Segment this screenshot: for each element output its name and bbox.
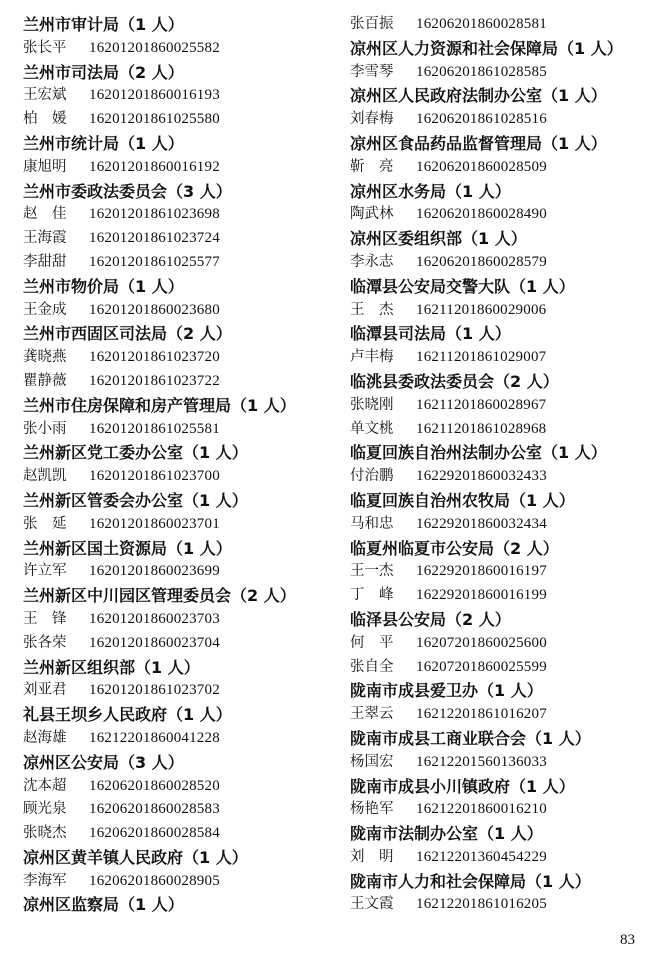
- person-entry: [23, 203, 333, 227]
- exam-id: 16206201860028579: [416, 253, 547, 270]
- department-heading: 兰州市物价局（1 人）: [23, 276, 184, 296]
- exam-id: 16201201860023680: [89, 301, 220, 318]
- department-heading: 兰州新区管委会办公室（1 人）: [23, 490, 248, 510]
- person-name: 赵海雄: [23, 729, 67, 746]
- person-name: 陶武林: [350, 206, 394, 223]
- left-column: [23, 13, 333, 917]
- person-name: 张晓杰: [23, 825, 67, 842]
- person-entry: [350, 61, 650, 85]
- person-name: 张长平: [23, 39, 67, 56]
- person-name: 龚晓燕: [23, 349, 67, 366]
- exam-id: 16211201861029007: [416, 349, 547, 366]
- department-heading: 兰州新区国土资源局（1 人）: [23, 538, 232, 558]
- person-entry: [350, 632, 650, 656]
- person-entry: [23, 513, 333, 537]
- exam-id: 16206201860028520: [89, 777, 220, 794]
- person-entry: [350, 751, 650, 775]
- person-name: 张自全: [350, 658, 394, 675]
- exam-id: 16201201860023704: [89, 634, 220, 651]
- person-name: 王翠云: [350, 706, 394, 723]
- person-name: 王文霞: [350, 896, 394, 913]
- exam-id: 16201201860016192: [89, 158, 220, 175]
- department-heading: 临潭县司法局（1 人）: [350, 324, 511, 344]
- department-heading: 凉州区公安局（3 人）: [23, 752, 184, 772]
- person-name: 李甜甜: [23, 253, 67, 270]
- exam-id: 16211201860029006: [416, 301, 547, 318]
- exam-id: 16229201860032433: [416, 468, 547, 485]
- person-name: 丁 峰: [350, 587, 394, 604]
- person-entry: [350, 513, 650, 537]
- exam-id: 16229201860016199: [416, 587, 547, 604]
- department-heading: 凉州区委组织部（1 人）: [350, 229, 527, 249]
- exam-id: 16201201860016193: [89, 87, 220, 104]
- department-heading: 凉州区人力资源和社会保障局（1 人）: [350, 38, 623, 58]
- person-name: 康旭明: [23, 158, 67, 175]
- exam-id: 16201201861023724: [89, 230, 220, 247]
- department-heading: 兰州市司法局（2 人）: [23, 62, 184, 82]
- person-name: 柏 媛: [23, 111, 67, 128]
- department-heading: 临夏回族自治州农牧局（1 人）: [350, 490, 575, 510]
- person-entry: [350, 394, 650, 418]
- person-name: 王 锋: [23, 610, 67, 627]
- person-name: 顾光泉: [23, 801, 67, 818]
- person-entry: [23, 798, 333, 822]
- person-entry: [23, 346, 333, 370]
- exam-id: 16211201861028968: [416, 420, 547, 437]
- person-name: 刘春梅: [350, 111, 394, 128]
- department-heading: 陇南市成县小川镇政府（1 人）: [350, 776, 575, 796]
- person-entry: [350, 560, 650, 584]
- person-entry: [23, 775, 333, 799]
- person-entry: [350, 251, 650, 275]
- person-entry: [23, 465, 333, 489]
- person-name: 许立军: [23, 563, 67, 580]
- person-entry: [23, 822, 333, 846]
- exam-id: 16201201861025577: [89, 253, 220, 270]
- exam-id: 16201201861023702: [89, 682, 220, 699]
- person-entry: [350, 108, 650, 132]
- exam-id: 16206201860028584: [89, 825, 220, 842]
- exam-id: 16206201860028490: [416, 206, 547, 223]
- person-name: 卢丰梅: [350, 349, 394, 366]
- person-name: 张各荣: [23, 634, 67, 651]
- exam-id: 16201201860023699: [89, 563, 220, 580]
- department-heading: 兰州市西固区司法局（2 人）: [23, 324, 232, 344]
- person-name: 马和忠: [350, 515, 394, 532]
- department-heading: 临洮县委政法委员会（2 人）: [350, 371, 559, 391]
- person-entry: [350, 703, 650, 727]
- person-entry: [350, 156, 650, 180]
- department-heading: 临泽县公安局（2 人）: [350, 609, 511, 629]
- department-heading: 凉州区人民政府法制办公室（1 人）: [350, 86, 607, 106]
- person-name: 张百振: [350, 16, 394, 32]
- department-heading: 陇南市法制办公室（1 人）: [350, 824, 543, 844]
- department-heading: 兰州市统计局（1 人）: [23, 133, 184, 153]
- person-name: 王一杰: [350, 563, 394, 580]
- exam-id: 16201201860023701: [89, 515, 220, 532]
- person-name: 王金成: [23, 301, 67, 318]
- exam-id: 16206201860028583: [89, 801, 220, 818]
- person-entry: [350, 346, 650, 370]
- person-entry: [350, 418, 650, 442]
- person-entry: [23, 560, 333, 584]
- department-heading: 临潭县公安局交警大队（1 人）: [350, 276, 575, 296]
- exam-id: 16212201360454229: [416, 848, 547, 865]
- department-heading: 凉州区水务局（1 人）: [350, 181, 511, 201]
- person-name: 赵凯凯: [23, 468, 67, 485]
- page-number: 83: [620, 932, 635, 948]
- person-name: 单文桃: [350, 420, 394, 437]
- person-name: 靳 亮: [350, 158, 394, 175]
- exam-id: 16201201861025580: [89, 111, 220, 128]
- right-column: [350, 13, 650, 917]
- exam-id: 16206201860028581: [416, 16, 547, 32]
- exam-id: 16212201861016207: [416, 706, 547, 723]
- exam-id: 16229201860016197: [416, 563, 547, 580]
- person-entry: [23, 299, 333, 323]
- person-name: 王海霞: [23, 230, 67, 247]
- person-name: 杨艳军: [350, 801, 394, 818]
- person-name: 李雪琴: [350, 63, 394, 80]
- exam-id: 16212201860041228: [89, 729, 220, 746]
- person-entry: [23, 84, 333, 108]
- person-name: 付治鹏: [350, 468, 394, 485]
- exam-id: 16206201861028516: [416, 111, 547, 128]
- exam-id: 16206201861028585: [416, 63, 547, 80]
- department-heading: 凉州区黄羊镇人民政府（1 人）: [23, 847, 248, 867]
- department-heading: 临夏州临夏市公安局（2 人）: [350, 538, 559, 558]
- person-entry: [23, 870, 333, 894]
- exam-id: 16212201560136033: [416, 753, 547, 770]
- department-heading: 兰州新区党工委办公室（1 人）: [23, 443, 248, 463]
- person-name: 李海军: [23, 872, 67, 889]
- exam-id: 16201201860025582: [89, 39, 220, 56]
- department-heading: 兰州市委政法委员会（3 人）: [23, 181, 232, 201]
- exam-id: 16201201861023720: [89, 349, 220, 366]
- person-entry: [350, 584, 650, 608]
- person-name: 何 平: [350, 634, 394, 651]
- person-entry: [350, 893, 650, 917]
- person-name: 杨国宏: [350, 753, 394, 770]
- exam-id: 16207201860025600: [416, 634, 547, 651]
- person-name: 王宏斌: [23, 87, 67, 104]
- department-heading: 陇南市成县爱卫办（1 人）: [350, 681, 543, 701]
- person-entry: [350, 203, 650, 227]
- person-entry: [350, 846, 650, 870]
- person-entry: [23, 156, 333, 180]
- person-entry: [23, 251, 333, 275]
- department-heading: 陇南市人力和社会保障局（1 人）: [350, 871, 591, 891]
- exam-id: 16211201860028967: [416, 396, 547, 413]
- exam-id: 16201201861023698: [89, 206, 220, 223]
- person-entry: [23, 227, 333, 251]
- person-entry: [23, 108, 333, 132]
- exam-id: 16229201860032434: [416, 515, 547, 532]
- person-entry: [350, 13, 650, 37]
- person-name: 赵 佳: [23, 206, 67, 223]
- person-entry: [23, 679, 333, 703]
- department-heading: 陇南市成县工商业联合会（1 人）: [350, 728, 591, 748]
- person-entry: [23, 37, 333, 61]
- person-name: 李永志: [350, 253, 394, 270]
- exam-id: 16201201860023703: [89, 610, 220, 627]
- person-entry: [350, 299, 650, 323]
- person-entry: [350, 798, 650, 822]
- exam-id: 16212201860016210: [416, 801, 547, 818]
- exam-id: 16201201861023700: [89, 468, 220, 485]
- person-entry: [350, 465, 650, 489]
- department-heading: 礼县王坝乡人民政府（1 人）: [23, 705, 232, 725]
- person-entry: [23, 370, 333, 394]
- department-heading: 凉州区监察局（1 人）: [23, 895, 184, 915]
- exam-id: 16201201861025581: [89, 420, 220, 437]
- exam-id: 16212201861016205: [416, 896, 547, 913]
- person-name: 张小雨: [23, 420, 67, 437]
- person-entry: [23, 727, 333, 751]
- department-heading: 兰州市住房保障和房产管理局（1 人）: [23, 395, 296, 415]
- person-entry: [23, 608, 333, 632]
- person-entry: [23, 418, 333, 442]
- person-entry: [23, 632, 333, 656]
- person-name: 沈本超: [23, 777, 67, 794]
- person-name: 张晓刚: [350, 396, 394, 413]
- department-heading: 凉州区食品药品监督管理局（1 人）: [350, 133, 607, 153]
- person-name: 王 杰: [350, 301, 394, 318]
- department-heading: 兰州市审计局（1 人）: [23, 15, 184, 34]
- person-entry: [350, 656, 650, 680]
- department-heading: 兰州新区组织部（1 人）: [23, 657, 200, 677]
- exam-id: 16207201860025599: [416, 658, 547, 675]
- person-name: 刘亚君: [23, 682, 67, 699]
- department-heading: 兰州新区中川园区管理委员会（2 人）: [23, 586, 296, 606]
- person-name: 张 延: [23, 515, 67, 532]
- exam-id: 16206201860028509: [416, 158, 547, 175]
- department-heading: 临夏回族自治州法制办公室（1 人）: [350, 443, 607, 463]
- exam-id: 16201201861023722: [89, 372, 220, 389]
- exam-id: 16206201860028905: [89, 872, 220, 889]
- person-name: 刘 明: [350, 848, 394, 865]
- person-name: 瞿静薇: [23, 372, 67, 389]
